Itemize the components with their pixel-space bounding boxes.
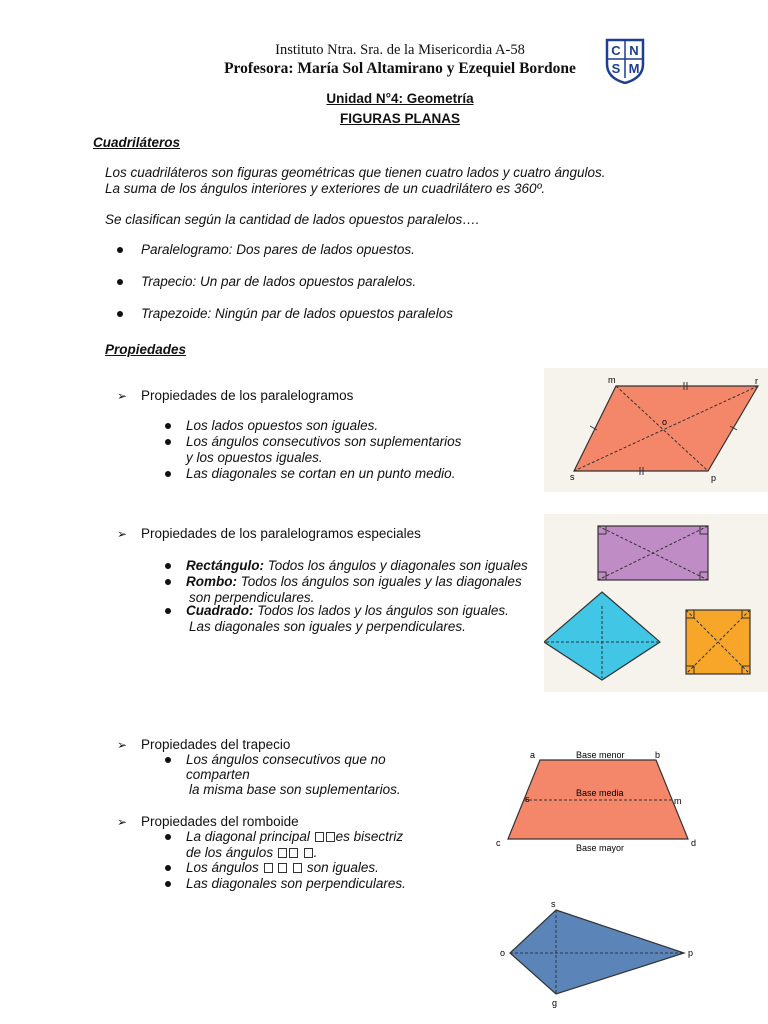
bullet-dot bbox=[165, 439, 171, 445]
trapecio-line-2: comparten bbox=[186, 767, 250, 782]
intro-line-1: Los cuadriláteros son figuras geométricas que tienen cuatro lados y cuatro ángulos. bbox=[105, 165, 606, 180]
paral-prop-2: Los ángulos consecutivos son suplementarios bbox=[186, 434, 462, 449]
especiales-title: Propiedades de los paralelogramos especiales bbox=[141, 526, 421, 541]
svg-text:C: C bbox=[611, 43, 621, 58]
special-parallelograms-figure bbox=[544, 514, 768, 692]
cuadrado-label: Cuadrado: bbox=[186, 603, 254, 618]
base-media-label: Base media bbox=[576, 788, 624, 798]
rombo-label: Rombo: bbox=[186, 574, 237, 589]
vertex-label-a: a bbox=[530, 750, 536, 760]
vertex-label-s: s bbox=[551, 899, 556, 909]
trapecio-title: Propiedades del trapecio bbox=[141, 737, 291, 752]
rectangulo-text: Todos los ángulos y diagonales son iguales bbox=[264, 558, 528, 573]
romboide-title: Propiedades del romboide bbox=[141, 814, 299, 829]
trapecio-line-3: la misma base son suplementarios. bbox=[189, 782, 401, 797]
section-heading-cuadrilateros: Cuadriláteros bbox=[93, 135, 181, 150]
missing-glyph-icon bbox=[278, 848, 287, 858]
bullet-dot bbox=[117, 279, 123, 285]
unit-title: Unidad N°4: Geometría bbox=[326, 91, 474, 106]
paral-prop-2b: y los opuestos iguales. bbox=[186, 450, 323, 465]
romboide-line-3 bbox=[186, 860, 379, 876]
paral-prop-1: Los lados opuestos son iguales. bbox=[186, 418, 379, 433]
bullet-dot bbox=[165, 881, 171, 887]
svg-text:N: N bbox=[629, 43, 639, 58]
cuadrado-prop bbox=[186, 603, 509, 619]
institution-name: Instituto Ntra. Sra. de la Misericordia A-58 bbox=[275, 42, 525, 58]
paralelogramos-title: Propiedades de los paralelogramos bbox=[141, 388, 354, 403]
romboide-line-1a: La diagonal principal bbox=[186, 829, 314, 844]
topic-title: FIGURAS PLANAS bbox=[339, 111, 460, 126]
romboide-line-1b: es bisectriz bbox=[335, 829, 404, 844]
kite-figure bbox=[494, 896, 706, 1018]
parallelogram-figure bbox=[544, 368, 768, 492]
arrow-bullet-icon: ➢ bbox=[117, 389, 128, 403]
missing-glyph-icon bbox=[264, 863, 273, 873]
midpoint-label-s: s bbox=[525, 794, 530, 804]
vertex-label-m: m bbox=[608, 375, 616, 385]
bullet-paralelogramo: Paralelogramo: Dos pares de lados opuestos. bbox=[141, 242, 415, 257]
paral-prop-3: Las diagonales se cortan en un punto medio. bbox=[186, 466, 456, 481]
vertex-label-d: d bbox=[691, 838, 697, 848]
vertex-label-o: o bbox=[500, 948, 506, 958]
arrow-bullet-icon: ➢ bbox=[117, 527, 128, 541]
rombo-text: Todos los ángulos son iguales y las diagonales bbox=[237, 574, 522, 589]
rombo-prop bbox=[186, 574, 522, 590]
base-mayor-label: Base mayor bbox=[576, 843, 625, 853]
midpoint-label-m: m bbox=[674, 796, 682, 806]
svg-text:M: M bbox=[628, 61, 640, 76]
cuadrado-text: Todos los lados y los ángulos son iguales. bbox=[253, 603, 509, 618]
vertex-label-p: p bbox=[711, 473, 717, 483]
vertex-label-g: g bbox=[552, 998, 558, 1008]
rombo-text-2: son perpendiculares. bbox=[189, 590, 315, 605]
cuadrado-text-2: Las diagonales son iguales y perpendiculares. bbox=[189, 619, 466, 634]
arrow-bullet-icon: ➢ bbox=[117, 815, 128, 829]
missing-glyph-icon bbox=[278, 863, 287, 873]
romboide-line-2a: de los ángulos bbox=[186, 845, 277, 860]
missing-glyph-icon bbox=[315, 832, 324, 842]
intro-line-2: La suma de los ángulos interiores y exteriores de un cuadrilátero es 360º. bbox=[105, 181, 546, 196]
vertex-label-b: b bbox=[655, 750, 661, 760]
bullet-dot bbox=[165, 757, 171, 763]
romboide-line-3b: son iguales. bbox=[303, 860, 379, 875]
base-menor-label: Base menor bbox=[576, 750, 625, 760]
bullet-dot bbox=[165, 579, 171, 585]
romboide-line-4: Las diagonales son perpendiculares. bbox=[186, 876, 406, 891]
missing-glyph-icon bbox=[293, 863, 302, 873]
missing-glyph-icon bbox=[304, 848, 313, 858]
missing-glyph-icon bbox=[326, 832, 335, 842]
arrow-bullet-icon: ➢ bbox=[117, 738, 128, 752]
classification-text: Se clasifican según la cantidad de lados opuestos paralelos…. bbox=[105, 212, 480, 227]
section-heading-propiedades: Propiedades bbox=[105, 342, 187, 357]
trapecio-line-1: Los ángulos consecutivos que no bbox=[186, 752, 386, 767]
bullet-trapezoide: Trapezoide: Ningún par de lados opuestos paralelos bbox=[141, 306, 453, 321]
vertex-label-s: s bbox=[570, 472, 575, 482]
bullet-trapecio: Trapecio: Un par de lados opuestos paralelos. bbox=[141, 274, 417, 289]
bullet-dot bbox=[165, 563, 171, 569]
rectangulo-prop bbox=[186, 558, 528, 574]
romboide-line-2 bbox=[186, 845, 317, 861]
bullet-dot bbox=[165, 471, 171, 477]
school-crest-logo bbox=[604, 38, 646, 84]
center-label-o: o bbox=[662, 417, 668, 427]
trapezoid-figure bbox=[490, 740, 708, 862]
romboide-line-1 bbox=[186, 829, 403, 845]
bullet-dot bbox=[165, 865, 171, 871]
bullet-dot bbox=[117, 247, 123, 253]
bullet-dot bbox=[117, 311, 123, 317]
rectangulo-label: Rectángulo: bbox=[186, 558, 265, 573]
romboide-line-2b: . bbox=[313, 845, 318, 860]
svg-text:S: S bbox=[611, 61, 621, 76]
vertex-label-p: p bbox=[688, 948, 694, 958]
vertex-label-c: c bbox=[496, 838, 501, 848]
vertex-label-r: r bbox=[755, 376, 758, 386]
missing-glyph-icon bbox=[289, 848, 298, 858]
teachers-line: Profesora: María Sol Altamirano y Ezequiel Bordone bbox=[224, 60, 576, 77]
bullet-dot bbox=[165, 608, 171, 614]
bullet-dot bbox=[165, 834, 171, 840]
bullet-dot bbox=[165, 423, 171, 429]
romboide-line-3a: Los ángulos bbox=[186, 860, 263, 875]
